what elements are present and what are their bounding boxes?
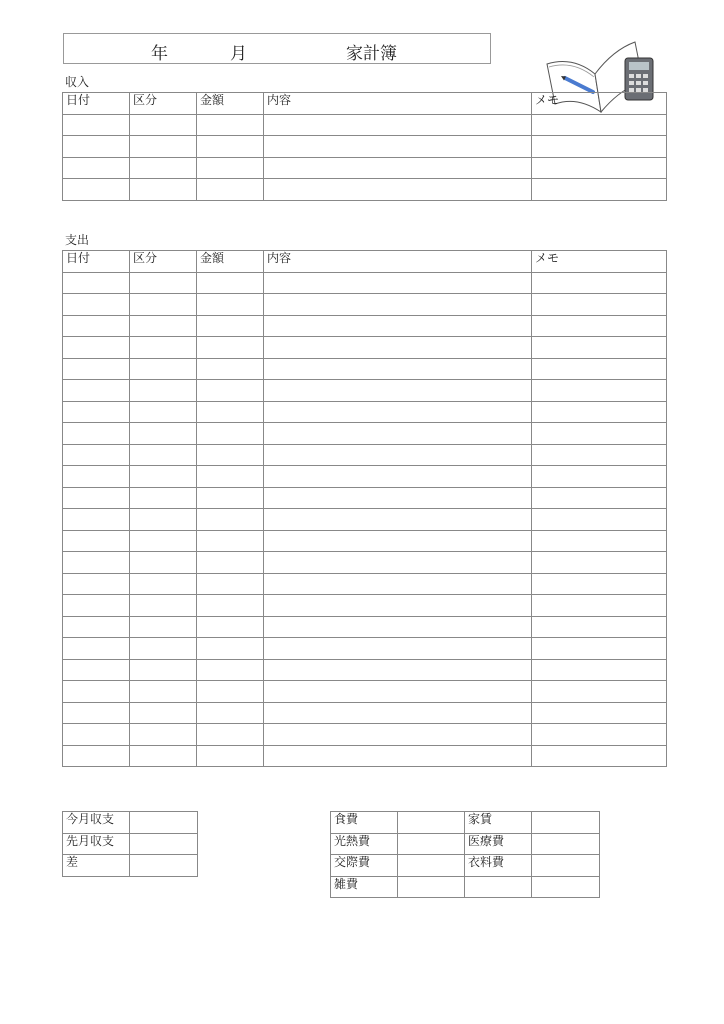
entry-cell[interactable] <box>130 179 197 201</box>
table-row <box>63 616 667 638</box>
entry-cell[interactable] <box>130 552 197 574</box>
table-row <box>63 702 667 724</box>
entry-cell[interactable] <box>130 745 197 767</box>
entry-cell[interactable] <box>264 552 532 574</box>
category-label: 家賃 <box>465 812 532 834</box>
entry-cell[interactable] <box>130 530 197 552</box>
category-label: 医療費 <box>465 833 532 855</box>
summary-row <box>63 855 198 877</box>
table-row <box>63 724 667 746</box>
entry-cell[interactable] <box>197 595 264 617</box>
entry-cell[interactable] <box>264 573 532 595</box>
entry-cell[interactable] <box>63 337 130 359</box>
entry-cell[interactable] <box>130 466 197 488</box>
table-row <box>63 595 667 617</box>
entry-cell[interactable] <box>63 423 130 445</box>
entry-cell[interactable] <box>63 136 130 158</box>
title-name: 家計簿 <box>346 44 397 64</box>
entry-cell[interactable] <box>63 444 130 466</box>
category-value-cell[interactable] <box>398 855 465 877</box>
column-header: 日付 <box>63 93 130 115</box>
expense-table <box>62 250 667 767</box>
entry-cell[interactable] <box>264 702 532 724</box>
category-label: 食費 <box>331 812 398 834</box>
table-row <box>63 530 667 552</box>
entry-cell[interactable] <box>197 702 264 724</box>
category-value-cell[interactable] <box>532 812 600 834</box>
entry-cell[interactable] <box>264 616 532 638</box>
entry-cell[interactable] <box>197 315 264 337</box>
entry-cell[interactable] <box>130 724 197 746</box>
category-row <box>331 876 600 898</box>
summary-value-cell[interactable] <box>130 833 198 855</box>
entry-cell[interactable] <box>197 530 264 552</box>
entry-cell[interactable] <box>264 179 532 201</box>
summary-label: 先月収支 <box>63 833 130 855</box>
column-header: 日付 <box>63 251 130 273</box>
entry-cell[interactable] <box>532 157 667 179</box>
entry-cell[interactable] <box>63 616 130 638</box>
entry-cell[interactable] <box>63 315 130 337</box>
entry-cell[interactable] <box>130 423 197 445</box>
category-label: 雑費 <box>331 876 398 898</box>
entry-cell[interactable] <box>532 509 667 531</box>
entry-cell[interactable] <box>130 681 197 703</box>
entry-cell[interactable] <box>264 487 532 509</box>
entry-cell[interactable] <box>264 638 532 660</box>
category-row <box>331 812 600 834</box>
entry-cell[interactable] <box>130 444 197 466</box>
summary-value-cell[interactable] <box>130 812 198 834</box>
entry-cell[interactable] <box>197 487 264 509</box>
entry-cell[interactable] <box>532 423 667 445</box>
entry-cell[interactable] <box>197 337 264 359</box>
entry-cell[interactable] <box>130 136 197 158</box>
entry-cell[interactable] <box>197 423 264 445</box>
table-row <box>63 466 667 488</box>
entry-cell[interactable] <box>197 616 264 638</box>
category-label: 光熱費 <box>331 833 398 855</box>
entry-cell[interactable] <box>63 702 130 724</box>
entry-cell[interactable] <box>264 595 532 617</box>
entry-cell[interactable] <box>532 272 667 294</box>
entry-cell[interactable] <box>532 114 667 136</box>
entry-cell[interactable] <box>197 509 264 531</box>
table-row <box>63 444 667 466</box>
column-header: 内容 <box>264 93 532 115</box>
entry-cell[interactable] <box>264 157 532 179</box>
column-header: 区分 <box>130 93 197 115</box>
table-row <box>63 745 667 767</box>
entry-cell[interactable] <box>130 659 197 681</box>
entry-cell[interactable] <box>264 294 532 316</box>
entry-cell[interactable] <box>197 444 264 466</box>
entry-cell[interactable] <box>63 179 130 201</box>
summary-table <box>62 811 198 877</box>
title-month: 月 <box>230 44 247 64</box>
entry-cell[interactable] <box>130 157 197 179</box>
entry-cell[interactable] <box>130 114 197 136</box>
entry-cell[interactable] <box>130 616 197 638</box>
entry-cell[interactable] <box>532 659 667 681</box>
entry-cell[interactable] <box>264 380 532 402</box>
income-table <box>62 92 667 201</box>
entry-cell[interactable] <box>532 294 667 316</box>
table-row <box>63 179 667 201</box>
entry-cell[interactable] <box>264 315 532 337</box>
category-value-cell[interactable] <box>398 833 465 855</box>
table-row <box>63 681 667 703</box>
category-table <box>330 811 600 898</box>
entry-cell[interactable] <box>63 358 130 380</box>
entry-cell[interactable] <box>264 466 532 488</box>
table-row <box>63 487 667 509</box>
summary-row <box>63 833 198 855</box>
entry-cell[interactable] <box>532 337 667 359</box>
entry-cell[interactable] <box>197 681 264 703</box>
entry-cell[interactable] <box>264 444 532 466</box>
entry-cell[interactable] <box>197 552 264 574</box>
entry-cell[interactable] <box>63 595 130 617</box>
entry-cell[interactable] <box>532 745 667 767</box>
category-label: 衣料費 <box>465 855 532 877</box>
entry-cell[interactable] <box>197 401 264 423</box>
entry-cell[interactable] <box>532 487 667 509</box>
entry-cell[interactable] <box>63 466 130 488</box>
entry-cell[interactable] <box>197 380 264 402</box>
column-header: 区分 <box>130 251 197 273</box>
category-value-cell[interactable] <box>398 876 465 898</box>
summary-label: 差 <box>63 855 130 877</box>
entry-cell[interactable] <box>130 315 197 337</box>
income-label: 収入 <box>65 75 90 89</box>
table-row <box>63 157 667 179</box>
entry-cell[interactable] <box>264 272 532 294</box>
category-label <box>465 876 532 898</box>
table-row <box>63 315 667 337</box>
category-label: 交際費 <box>331 855 398 877</box>
entry-cell[interactable] <box>63 380 130 402</box>
entry-cell[interactable] <box>130 401 197 423</box>
entry-cell[interactable] <box>197 466 264 488</box>
summary-row <box>63 812 198 834</box>
entry-cell[interactable] <box>264 136 532 158</box>
entry-cell[interactable] <box>130 337 197 359</box>
entry-cell[interactable] <box>532 595 667 617</box>
entry-cell[interactable] <box>197 157 264 179</box>
table-row <box>63 337 667 359</box>
entry-cell[interactable] <box>130 380 197 402</box>
summary-label: 今月収支 <box>63 812 130 834</box>
entry-cell[interactable] <box>197 358 264 380</box>
entry-cell[interactable] <box>532 380 667 402</box>
entry-cell[interactable] <box>532 315 667 337</box>
income-header-row <box>63 93 667 115</box>
summary-value-cell[interactable] <box>130 855 198 877</box>
column-header: 金額 <box>197 251 264 273</box>
entry-cell[interactable] <box>130 294 197 316</box>
column-header: 金額 <box>197 93 264 115</box>
entry-cell[interactable] <box>264 114 532 136</box>
entry-cell[interactable] <box>532 724 667 746</box>
entry-cell[interactable] <box>197 638 264 660</box>
entry-cell[interactable] <box>264 509 532 531</box>
entry-cell[interactable] <box>130 272 197 294</box>
table-row <box>63 294 667 316</box>
entry-cell[interactable] <box>532 444 667 466</box>
category-row <box>331 855 600 877</box>
entry-cell[interactable] <box>532 466 667 488</box>
entry-cell[interactable] <box>130 487 197 509</box>
table-row <box>63 552 667 574</box>
entry-cell[interactable] <box>130 358 197 380</box>
entry-cell[interactable] <box>532 401 667 423</box>
entry-cell[interactable] <box>63 530 130 552</box>
entry-cell[interactable] <box>197 179 264 201</box>
expense-header-row <box>63 251 667 273</box>
entry-cell[interactable] <box>130 595 197 617</box>
table-row <box>63 401 667 423</box>
entry-cell[interactable] <box>197 114 264 136</box>
column-header: メモ <box>532 93 667 115</box>
entry-cell[interactable] <box>532 179 667 201</box>
entry-cell[interactable] <box>264 745 532 767</box>
entry-cell[interactable] <box>532 702 667 724</box>
entry-cell[interactable] <box>197 659 264 681</box>
table-row <box>63 573 667 595</box>
entry-cell[interactable] <box>532 638 667 660</box>
category-value-cell[interactable] <box>532 855 600 877</box>
entry-cell[interactable] <box>63 401 130 423</box>
table-row <box>63 509 667 531</box>
entry-cell[interactable] <box>264 659 532 681</box>
expense-label: 支出 <box>65 233 90 247</box>
entry-cell[interactable] <box>63 552 130 574</box>
entry-cell[interactable] <box>63 272 130 294</box>
table-row <box>63 423 667 445</box>
table-row <box>63 380 667 402</box>
entry-cell[interactable] <box>197 745 264 767</box>
entry-cell[interactable] <box>264 681 532 703</box>
entry-cell[interactable] <box>197 294 264 316</box>
entry-cell[interactable] <box>532 681 667 703</box>
entry-cell[interactable] <box>532 358 667 380</box>
table-row <box>63 659 667 681</box>
category-value-cell[interactable] <box>398 812 465 834</box>
entry-cell[interactable] <box>532 136 667 158</box>
column-header: メモ <box>532 251 667 273</box>
entry-cell[interactable] <box>63 724 130 746</box>
entry-cell[interactable] <box>63 509 130 531</box>
category-row <box>331 833 600 855</box>
entry-cell[interactable] <box>63 573 130 595</box>
entry-cell[interactable] <box>532 552 667 574</box>
category-value-cell[interactable] <box>532 876 600 898</box>
table-row <box>63 114 667 136</box>
entry-cell[interactable] <box>264 337 532 359</box>
entry-cell[interactable] <box>264 423 532 445</box>
table-row <box>63 272 667 294</box>
entry-cell[interactable] <box>63 294 130 316</box>
entry-cell[interactable] <box>197 573 264 595</box>
entry-cell[interactable] <box>130 638 197 660</box>
entry-cell[interactable] <box>63 745 130 767</box>
category-value-cell[interactable] <box>532 833 600 855</box>
entry-cell[interactable] <box>532 573 667 595</box>
title-year: 年 <box>151 44 168 64</box>
entry-cell[interactable] <box>130 702 197 724</box>
entry-cell[interactable] <box>130 509 197 531</box>
entry-cell[interactable] <box>532 616 667 638</box>
title-box <box>63 33 491 64</box>
table-row <box>63 136 667 158</box>
entry-cell[interactable] <box>63 659 130 681</box>
entry-cell[interactable] <box>197 136 264 158</box>
entry-cell[interactable] <box>264 358 532 380</box>
entry-cell[interactable] <box>63 638 130 660</box>
column-header: 内容 <box>264 251 532 273</box>
entry-cell[interactable] <box>63 487 130 509</box>
entry-cell[interactable] <box>63 681 130 703</box>
entry-cell[interactable] <box>63 157 130 179</box>
entry-cell[interactable] <box>264 724 532 746</box>
entry-cell[interactable] <box>264 530 532 552</box>
entry-cell[interactable] <box>197 724 264 746</box>
entry-cell[interactable] <box>197 272 264 294</box>
entry-cell[interactable] <box>63 114 130 136</box>
table-row <box>63 358 667 380</box>
entry-cell[interactable] <box>532 530 667 552</box>
entry-cell[interactable] <box>264 401 532 423</box>
entry-cell[interactable] <box>130 573 197 595</box>
table-row <box>63 638 667 660</box>
